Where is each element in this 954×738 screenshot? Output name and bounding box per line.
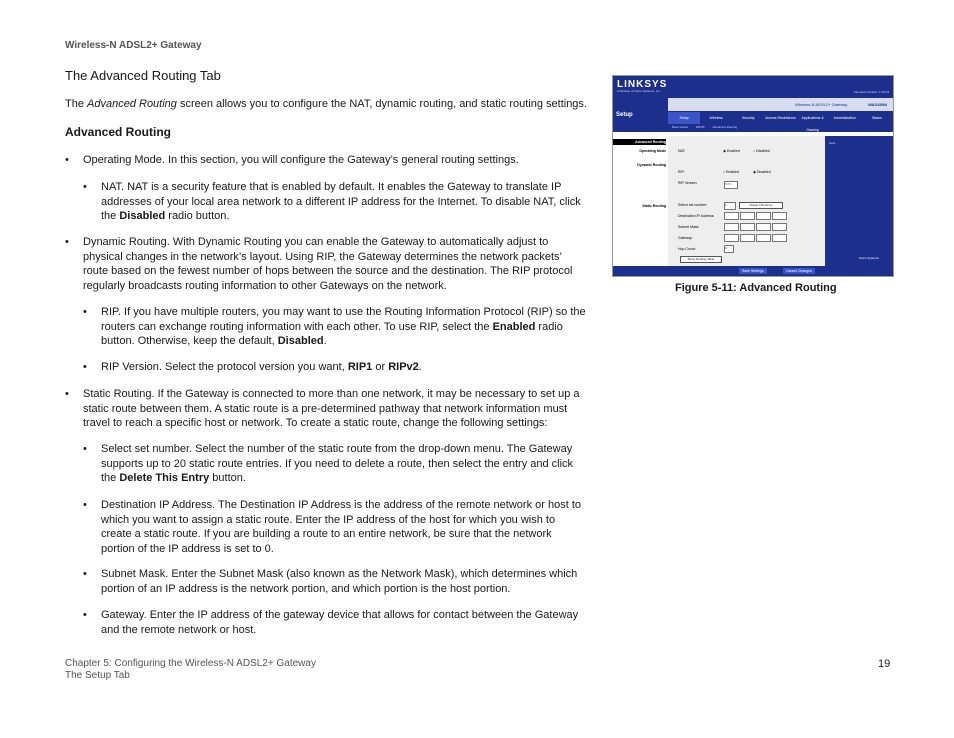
subnet-octet-3[interactable] bbox=[756, 223, 771, 231]
bullet-text bbox=[101, 305, 586, 349]
ripv-mid: or bbox=[372, 361, 389, 373]
dest-ip-octet-1[interactable] bbox=[724, 212, 739, 220]
rip-enabled-label: Enabled bbox=[726, 170, 739, 174]
hop-count-input[interactable]: 0 bbox=[724, 245, 734, 253]
caption-label: Figure 5-11: bbox=[675, 282, 737, 294]
field-subnet-mask: Subnet Mask: bbox=[678, 225, 700, 229]
intro-italic: Advanced Routing bbox=[87, 98, 177, 110]
bullet-text bbox=[101, 180, 586, 224]
ripv-post: . bbox=[418, 361, 422, 373]
figure-left-column bbox=[613, 136, 668, 276]
tab-wireless[interactable]: Wireless bbox=[709, 116, 723, 120]
nat-bold: Disabled bbox=[119, 210, 166, 222]
bullet-select-set bbox=[83, 442, 586, 486]
subnet-octet-1[interactable] bbox=[724, 223, 739, 231]
setnum-text: Select set number. Select the number of the static route from the drop-down menu. The Gateway supports up to 20 static route entries. If you need to delete a route, then select the entry and click the bbox=[101, 443, 574, 484]
field-rip-version: RIP Version: bbox=[678, 181, 698, 185]
bullet-dot: • bbox=[65, 154, 69, 166]
bullet-text: Static Routing. If the Gateway is connected to more than one network, it may be necessary to set up a static route between them. A static route is a pre-determined pathway that network information must travel to reach a specific host or network. To create a static route, change the following settings: bbox=[83, 388, 580, 429]
field-nat: NAT: bbox=[678, 149, 686, 153]
subtab-basic-setup[interactable]: Basic Setup bbox=[672, 125, 689, 129]
model-id: WAG300N bbox=[868, 102, 888, 107]
subtab-ddns[interactable]: DDNS bbox=[696, 125, 705, 129]
ripv-text: RIP Version. Select the protocol version you want, bbox=[101, 361, 348, 373]
nat-disabled-label: Disabled bbox=[756, 149, 770, 153]
bullet-dot: • bbox=[65, 388, 69, 400]
ripv-bold-2: RIPv2 bbox=[388, 361, 419, 373]
rip-mid: radio button. Otherwise, keep the default, bbox=[101, 320, 563, 347]
bullet-subnet-mask bbox=[83, 567, 586, 596]
dest-ip-octet-4[interactable] bbox=[772, 212, 787, 220]
nat-enabled-radio[interactable]: ◉ Enabled bbox=[723, 149, 740, 153]
show-routing-table-button[interactable]: Show Routing Table bbox=[680, 256, 722, 263]
nat-disabled-radio[interactable]: ○ Disabled bbox=[753, 149, 770, 153]
figure-help-panel bbox=[825, 136, 893, 266]
gateway-octet-1[interactable] bbox=[724, 234, 739, 242]
page-number: 19 bbox=[878, 658, 891, 670]
bullet-rip-version bbox=[83, 360, 586, 375]
figure-main-panel bbox=[668, 136, 825, 266]
field-hop-count: Hop Count: bbox=[678, 247, 696, 251]
rip-disabled-label: Disabled bbox=[757, 170, 771, 174]
bullet-dot: • bbox=[83, 499, 87, 511]
bullet-text: Subnet Mask. Enter the Subnet Mask (also known as the Network Mask), which determines which portion of an IP address is the network portion, and which portion is the host portion. bbox=[101, 568, 578, 595]
tab-applications-gaming[interactable]: Applications & Gaming bbox=[801, 116, 824, 132]
bullet-static-routing bbox=[65, 387, 586, 431]
ripv-bold-1: RIP1 bbox=[347, 361, 373, 373]
setnum-post: button. bbox=[209, 472, 246, 484]
intro-paragraph bbox=[65, 98, 587, 110]
gateway-octet-2[interactable] bbox=[740, 234, 755, 242]
bullet-destination-ip bbox=[83, 498, 586, 556]
bullet-nat bbox=[83, 180, 586, 224]
gateway-octet-4[interactable] bbox=[772, 234, 787, 242]
subnet-octet-4[interactable] bbox=[772, 223, 787, 231]
save-settings-button[interactable]: Save Settings bbox=[739, 268, 767, 274]
bullet-dynamic-routing bbox=[65, 235, 586, 293]
bullet-dot: • bbox=[83, 609, 87, 621]
delete-entry-button[interactable]: Delete This Entry bbox=[739, 202, 783, 209]
gateway-octet-3[interactable] bbox=[756, 234, 771, 242]
set-number-select[interactable]: 1 bbox=[724, 202, 736, 210]
nat-enabled-label: Enabled bbox=[727, 149, 740, 153]
footer-section: The Setup Tab bbox=[65, 670, 130, 681]
bullet-text: Destination IP Address. The Destination IP Address is the address of the remote network or host to which you want to assign a static route. Enter the IP address of the host for which you wish to create a static route. If you are building a route to an entire network, be sure that the network portion of the IP address is set to 0. bbox=[101, 499, 581, 555]
logo-subtitle: A Division of Cisco Systems, Inc. bbox=[617, 89, 661, 93]
left-static-routing: Static Routing bbox=[642, 204, 666, 208]
rip-disabled-radio[interactable]: ◉ Disabled bbox=[753, 170, 771, 174]
rip-text: RIP. If you have multiple routers, you may want to use the Routing Information Protocol (RIP) so the routers can exchange routing information with each other. To use RIP, select the bbox=[101, 306, 586, 333]
setnum-bold: Delete This Entry bbox=[119, 472, 210, 484]
footer-chapter: Chapter 5: Configuring the Wireless-N ADSL2+ Gateway bbox=[65, 658, 316, 669]
tab-status[interactable]: Status bbox=[871, 116, 882, 120]
help-link[interactable]: Help... bbox=[829, 141, 838, 145]
field-rip: RIP: bbox=[678, 170, 685, 174]
bullet-text: Operating Mode. In this section, you will configure the Gateway’s general routing settings. bbox=[83, 154, 519, 166]
nat-text: NAT. NAT is a security feature that is enabled by default. It enables the Gateway to translate IP addresses of your local area network to a different IP address for the Internet. To disable NAT, click the bbox=[101, 181, 581, 222]
rip-bold-disabled: Disabled bbox=[277, 335, 324, 347]
left-operating-mode: Operating Mode bbox=[639, 149, 666, 153]
running-header: Wireless-N ADSL2+ Gateway bbox=[65, 40, 202, 51]
subnet-octet-2[interactable] bbox=[740, 223, 755, 231]
figure-model-band bbox=[668, 98, 893, 111]
bullet-dot: • bbox=[65, 236, 69, 248]
bullet-text bbox=[101, 442, 586, 486]
bullet-dot: • bbox=[83, 568, 87, 580]
tab-access-restrictions[interactable]: Access Restrictions bbox=[765, 116, 796, 120]
figure-screenshot bbox=[612, 75, 894, 277]
subtab-advanced-routing[interactable]: Advanced Routing bbox=[712, 125, 738, 129]
tab-setup[interactable]: Setup bbox=[668, 112, 700, 124]
nat-post: radio button. bbox=[165, 210, 230, 222]
dest-ip-octet-2[interactable] bbox=[740, 212, 755, 220]
field-gateway: Gateway: bbox=[678, 236, 693, 240]
tab-administration[interactable]: Administration bbox=[833, 116, 856, 120]
figure-subtabs bbox=[668, 124, 893, 131]
bullet-gateway bbox=[83, 608, 586, 637]
tab-security[interactable]: Security bbox=[742, 116, 755, 120]
rip-version-select[interactable]: RIP1 bbox=[724, 181, 738, 189]
intro-suffix: screen allows you to configure the NAT, dynamic routing, and static routing settings. bbox=[176, 98, 587, 110]
bullet-dot: • bbox=[83, 443, 87, 455]
rip-bold-enabled: Enabled bbox=[492, 320, 536, 333]
subsection-title: Advanced Routing bbox=[65, 125, 172, 139]
cancel-changes-button[interactable]: Cancel Changes bbox=[783, 268, 815, 274]
bullet-dot: • bbox=[83, 181, 87, 193]
caption-text: Advanced Routing bbox=[736, 282, 837, 294]
rip-enabled-radio[interactable]: ○ Enabled bbox=[723, 170, 739, 174]
bullet-text: Dynamic Routing. With Dynamic Routing you can enable the Gateway to automatically adjust to physical changes in the network’s layout. Using RIP, the Gateway determines the network packets’ route based on the fewest number of hops between the source and the destination. The RIP protocol regularly broadcasts routing information to other Gateways on the network. bbox=[83, 236, 573, 292]
cisco-logo: Cisco Systems bbox=[859, 256, 879, 260]
bullet-rip bbox=[83, 305, 586, 349]
bullet-operating-mode bbox=[65, 153, 570, 168]
model-name: Wireless-N ADSL2+ Gateway bbox=[795, 102, 848, 107]
bullet-text: Gateway. Enter the IP address of the gateway device that allows for contact between the Gateway and the remote network or host. bbox=[101, 609, 579, 636]
bullet-text bbox=[101, 360, 586, 375]
left-advanced-routing: Advanced Routing bbox=[613, 139, 666, 145]
left-dynamic-routing: Dynamic Routing bbox=[637, 163, 666, 167]
firmware-version: Firmware Version: 1.00.03 bbox=[853, 90, 889, 94]
intro-prefix: The bbox=[65, 98, 88, 110]
bullet-dot: • bbox=[83, 361, 87, 373]
figure-caption bbox=[675, 282, 837, 294]
figure-setup-title: Setup bbox=[616, 112, 633, 118]
linksys-logo: LINKSYS bbox=[617, 79, 668, 90]
dest-ip-octet-3[interactable] bbox=[756, 212, 771, 220]
field-destination-ip: Destination IP Address: bbox=[678, 214, 715, 218]
section-title: The Advanced Routing Tab bbox=[65, 68, 221, 83]
field-select-set: Select set number: bbox=[678, 203, 708, 207]
bullet-dot: • bbox=[83, 306, 87, 318]
rip-post: . bbox=[323, 335, 327, 347]
